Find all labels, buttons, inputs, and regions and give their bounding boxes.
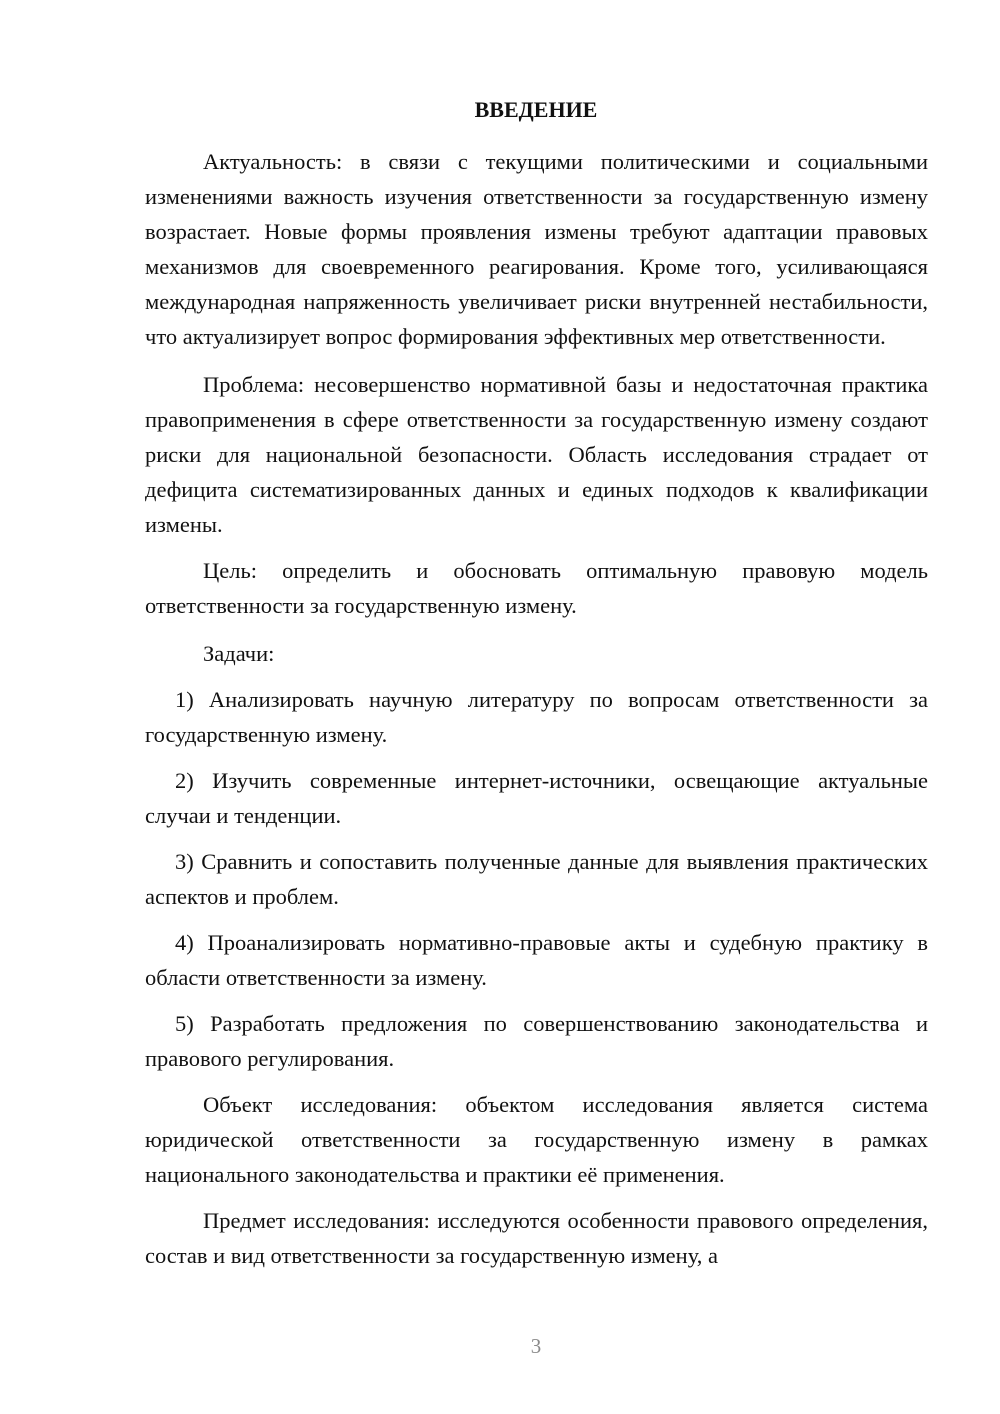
paragraph-relevance: Актуальность: в связи с текущими политическими и социальными изменениями важность изучения ответственности за государственную измену возрастает. Новые формы проявления измены требуют адаптации правовых механизмов для своевременного реагирования. Кроме того, усиливающаяся международная напряженность увеличивает риски внутренней нестабильности, что актуализирует вопрос формирования эффективных мер ответственности. [145, 149, 928, 349]
paragraph-subject: Предмет исследования: исследуются особенности правового определения, состав и вид ответственности за государственную измену, а [145, 1208, 928, 1268]
paragraph-goal: Цель: определить и обосновать оптимальную правовую модель ответственности за государственную измену. [145, 558, 928, 618]
paragraph-problem: Проблема: несовершенство нормативной базы и недостаточная практика правоприменения в сфере ответственности за государственную измену создают риски для национальной безопасности. Область исследования страдает от дефицита систематизированных данных и единых подходов к квалификации измены. [145, 372, 928, 537]
task-item-4: 4) Проанализировать нормативно-правовые акты и судебную практику в области ответственности за измену. [145, 930, 928, 990]
paragraph-object: Объект исследования: объектом исследования является система юридической ответственности за государственную измену в рамках национального законодательства и практики её применения. [145, 1092, 928, 1187]
page-number: 3 [530, 1334, 542, 1358]
paragraph-tasks-label: Задачи: [203, 641, 275, 666]
task-item-1: 1) Анализировать научную литературу по вопросам ответственности за государственную измену. [145, 687, 928, 747]
task-item-2: 2) Изучить современные интернет-источники, освещающие актуальные случаи и тенденции. [145, 768, 928, 828]
task-item-3: 3) Сравнить и сопоставить полученные данные для выявления практических аспектов и проблем. [145, 849, 928, 909]
task-item-5: 5) Разработать предложения по совершенствованию законодательства и правового регулирования. [145, 1011, 928, 1071]
document-body [145, 144, 928, 1273]
page-title: ВВЕДЕНИЕ [474, 97, 598, 122]
